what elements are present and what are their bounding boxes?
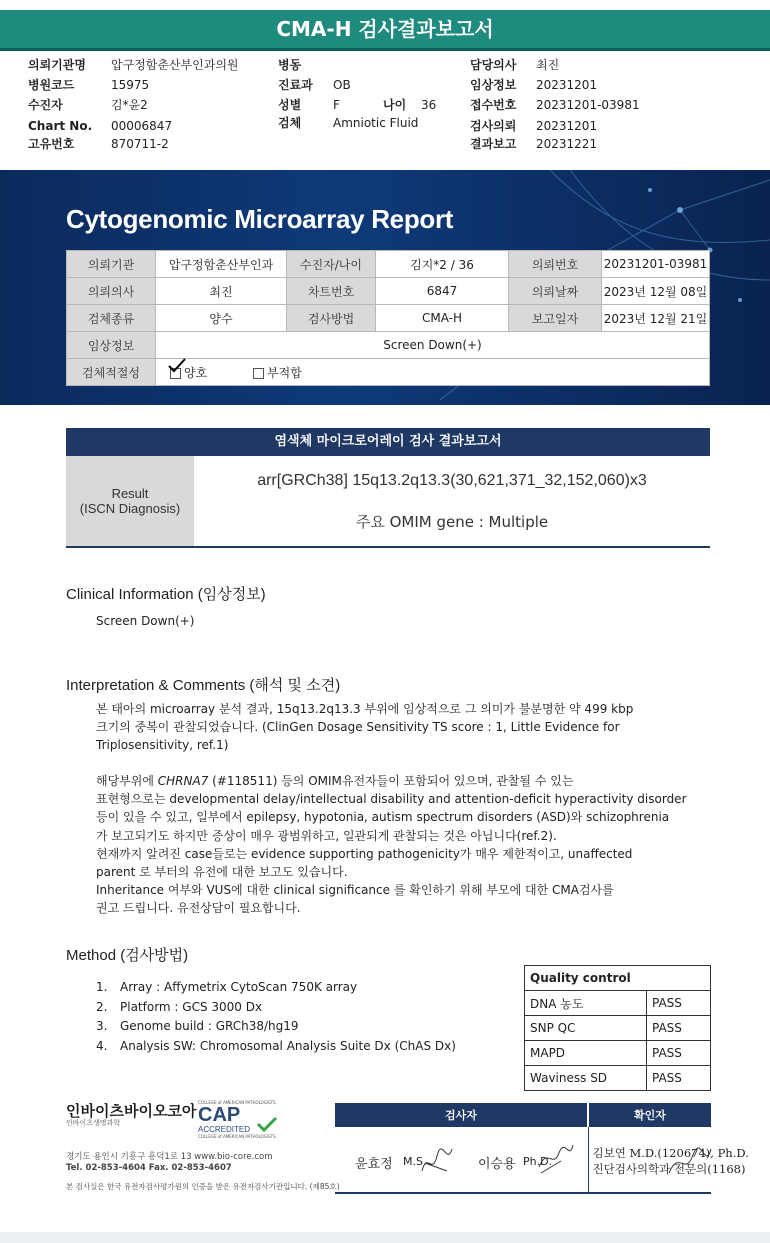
table-cell: 압구정함춘산부인과 [156, 251, 287, 278]
info-label: 수진자 [28, 98, 63, 112]
list-number: 4. [96, 1038, 108, 1053]
signature-table [335, 1103, 749, 1194]
result-box [66, 456, 710, 548]
info-value: F [333, 98, 340, 112]
patient-info [0, 55, 770, 155]
accreditation-note: 본 검사실은 한국 유전자검사평가원의 인증을 받은 유전자검사기관입니다. (제85호) [66, 1182, 340, 1191]
text-line: 본 태아의 microarray 분석 결과, 15q13.2q13.3 부위에 임상적으로 그 의미가 불분명한 약 499 kbp [96, 702, 634, 716]
table-row [67, 332, 710, 359]
table-row [335, 1127, 711, 1193]
table-header-cell: 의뢰날짜 [509, 278, 602, 305]
info-value: Amniotic Fluid [333, 116, 419, 130]
cap-accredited-text: ACCREDITED [198, 1125, 251, 1134]
table-row [525, 1016, 711, 1041]
text-span: (#118511) 등의 OMIM유전자들이 포함되어 있으며, 관찰될 수 있는 [208, 774, 574, 788]
info-label: 진료과 [278, 78, 313, 92]
report-header-bar [0, 10, 770, 51]
clinical-info-title: Clinical Information (임상정보) [66, 586, 266, 603]
cap-accredited-logo [198, 1100, 282, 1144]
table-header-cell: 차트번호 [287, 278, 376, 305]
table-cell: 6847 [376, 278, 509, 305]
quality-control-table [524, 965, 711, 1091]
info-label: 결과보고 [470, 137, 517, 151]
info-value: 최진 [536, 58, 560, 72]
text-line [96, 772, 706, 790]
info-label: 병원코드 [28, 78, 75, 92]
interpretation-title: Interpretation & Comments (해석 및 소견) [66, 677, 341, 694]
table-header-cell: 수진자/나이 [287, 251, 376, 278]
text-line: 현재까지 알려진 case들로는 evidence supporting pathogenicity가 매우 제한적이고, unaffected [96, 846, 633, 861]
info-label: 고유번호 [28, 137, 75, 151]
info-label: 담당의사 [470, 58, 517, 72]
suitability-bad-label: 부적합 [267, 365, 302, 380]
info-value: 압구정함춘산부인과의원 [111, 58, 239, 72]
interpretation-paragraph-1 [96, 700, 706, 755]
gene-name: CHRNA7 [157, 774, 209, 788]
report-banner [0, 170, 770, 405]
info-label: 성별 [278, 98, 302, 112]
result-label-line2: (ISCN Diagnosis) [79, 501, 181, 516]
qc-title: Quality control [525, 966, 711, 991]
qc-value: PASS [647, 991, 711, 1016]
method-title: Method (검사방법) [66, 947, 189, 964]
text-line: Inheritance 여부와 VUS에 대한 clinical significance 를 확인하기 위해 부모에 대한 CMA검사를 [96, 883, 614, 898]
cap-top-text: COLLEGE of AMERICAN PATHOLOGISTS [198, 1100, 276, 1105]
tester1-signature [417, 1141, 457, 1181]
info-value: 00006847 [111, 119, 173, 133]
tester2-signature [535, 1139, 575, 1179]
table-cell: CMA-H [376, 305, 509, 332]
table-cell: 2023년 12월 08일 [602, 278, 710, 305]
info-value: 15975 [111, 78, 150, 92]
cap-bottom-text: COLLEGE of AMERICAN PATHOLOGISTS [198, 1134, 276, 1139]
table-cell: 2023년 12월 21일 [602, 305, 710, 332]
text-line: 크기의 중복이 관찰되었습니다. (ClinGen Dosage Sensitivity TS score : 1, Little Evidence for [96, 720, 620, 735]
table-row [525, 1066, 711, 1091]
info-label: 임상정보 [470, 78, 517, 92]
table-row [525, 966, 711, 991]
iscn-diagnosis: arr[GRCh38] 15q13.2q13.3(30,621,371_32,152,060)x3 [257, 472, 647, 489]
text-line: 가 보고되기도 하지만 증상이 매우 광범위하고, 일관되게 관찰되는 것은 아닙니다(ref.2). [96, 828, 557, 843]
list-item [96, 978, 456, 998]
table-cell: Screen Down(+) [156, 332, 710, 359]
interpretation-paragraph-2 [96, 772, 706, 918]
report-header-title: CMA-H 검사결과보고서 [276, 17, 494, 41]
info-label: 검체 [278, 116, 302, 130]
table-row [67, 359, 710, 386]
company-logo: 인바이츠바이오코아 [66, 1102, 197, 1120]
text-line: parent 로 부터의 유전에 대한 보고도 있습니다. [96, 865, 348, 880]
list-item [96, 1017, 456, 1037]
table-header-cell: 의뢰의사 [67, 278, 156, 305]
request-info-table [66, 250, 710, 386]
method-list [96, 978, 456, 1056]
table-header-cell: 의뢰기관 [67, 251, 156, 278]
info-label: Chart No. [28, 119, 93, 133]
list-number: 3. [96, 1019, 108, 1033]
report-title: Cytogenomic Microarray Report [66, 204, 454, 234]
info-value: 20231201 [536, 119, 598, 133]
tester2-degree: Ph.D. [523, 1155, 553, 1168]
table-header-cell: 보고일자 [509, 305, 602, 332]
table-row [67, 278, 710, 305]
approver-line1: 김보연 M.D.(120674), Ph.D. [592, 1146, 749, 1160]
tester1-name: 윤효정 [355, 1157, 393, 1172]
cap-check-icon [256, 1116, 278, 1132]
list-text: Analysis SW: Chromosomal Analysis Suite Dx (ChAS Dx) [120, 1038, 456, 1053]
text-line: 권고 드립니다. 유전상담이 필요합니다. [96, 901, 301, 916]
suitability-cell [156, 359, 710, 386]
qc-value: PASS [647, 1016, 711, 1041]
table-cell: 김지*2 / 36 [376, 251, 509, 278]
table-row [67, 305, 710, 332]
text-span: 해당부위에 [96, 774, 158, 788]
qc-value: PASS [647, 1041, 711, 1066]
list-text: Array : Affymetrix CytoScan 750K array [120, 980, 358, 994]
text-line: Triplosensitivity, ref.1) [96, 738, 229, 753]
approver-signature [588, 1127, 749, 1193]
company-address: 경기도 용인시 기흥구 흥덕1로 13 www.bio-core.com [66, 1152, 273, 1162]
info-label: 검사의뢰 [470, 119, 517, 133]
table-header-cell: 검체적절성 [67, 359, 156, 386]
table-header-cell: 의뢰번호 [509, 251, 602, 278]
list-text: Genome build : GRCh38/hg19 [120, 1019, 299, 1033]
info-value: 20231201-03981 [536, 98, 640, 112]
result-label-line1: Result [111, 486, 149, 501]
qc-name: DNA 농도 [525, 991, 647, 1016]
info-value: 20231221 [536, 137, 598, 151]
company-phone: Tel. 02-853-4604 Fax. 02-853-4607 [66, 1163, 232, 1173]
list-text: Platform : GCS 3000 Dx [120, 999, 263, 1014]
table-row [525, 1041, 711, 1066]
company-logo-sub: 인바이츠생명과학 [66, 1119, 121, 1127]
qc-name: Waviness SD [525, 1066, 647, 1091]
table-row [67, 251, 710, 278]
approver-line2: 진단검사의학과 전문의(1168) [592, 1162, 746, 1176]
checkbox-bad[interactable] [253, 368, 264, 379]
qc-value: PASS [647, 1066, 711, 1091]
list-item [96, 1037, 456, 1057]
omim-gene: 주요 OMIM gene : Multiple [355, 513, 549, 531]
table-header-cell: 검사방법 [287, 305, 376, 332]
tester-signatures [335, 1127, 588, 1193]
text-line: 표현형으로는 developmental delay/intellectual disability and attention-deficit hyperactivity disorder [96, 792, 687, 807]
text-line: 등이 있을 수 있고, 일부에서 epilepsy, hypotonia, autism spectrum disorders (ASD)와 schizophrenia [96, 810, 670, 825]
info-value: 20231201 [536, 78, 598, 92]
tester-header: 검사자 [335, 1103, 588, 1127]
tester1-degree: M.S. [403, 1155, 427, 1168]
qc-name: SNP QC [525, 1016, 647, 1041]
info-label: 의뢰기관명 [28, 58, 86, 72]
table-cell: 양수 [156, 305, 287, 332]
page-footer-strip [0, 1232, 770, 1243]
info-label: 나이 [383, 98, 407, 112]
approver-signature-mark [665, 1143, 715, 1183]
table-row [335, 1103, 711, 1127]
list-item [96, 998, 456, 1018]
info-label: 접수번호 [470, 98, 517, 112]
table-cell: 20231201-03981 [602, 251, 710, 278]
table-row [525, 991, 711, 1016]
table-header-cell: 임상정보 [67, 332, 156, 359]
result-section-header: 염색체 마이크로어레이 검사 결과보고서 [66, 428, 710, 456]
result-label [66, 456, 194, 546]
info-value: 36 [421, 98, 437, 112]
table-header-cell: 검체종류 [67, 305, 156, 332]
qc-name: MAPD [525, 1041, 647, 1066]
info-label: 병동 [278, 58, 302, 72]
info-value: OB [333, 78, 351, 92]
cap-main-text: CAP [198, 1104, 241, 1126]
checkmark-icon [168, 358, 186, 374]
info-value: 870711-2 [111, 137, 169, 151]
tester2-name: 이승용 [478, 1157, 516, 1172]
table-cell: 최진 [156, 278, 287, 305]
list-number: 2. [96, 999, 108, 1014]
info-value: 김*윤2 [111, 98, 148, 112]
approver-header: 확인자 [588, 1103, 711, 1127]
suitability-good-label: 양호 [184, 365, 208, 380]
list-number: 1. [96, 980, 108, 994]
clinical-info-text: Screen Down(+) [96, 614, 195, 628]
